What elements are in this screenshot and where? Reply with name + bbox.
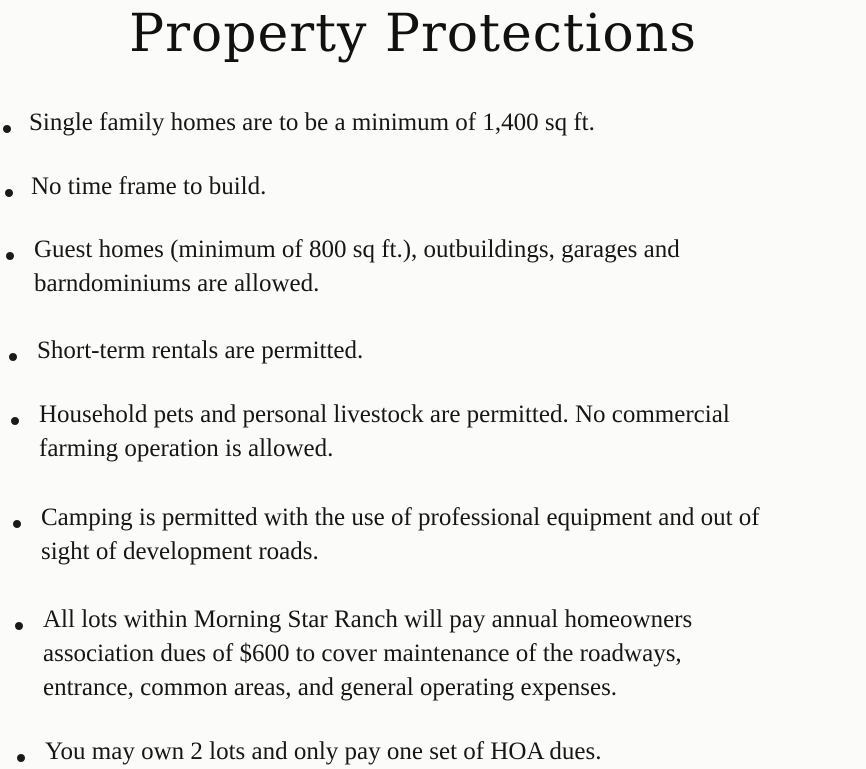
list-item-text: You may own 2 lots and only pay one set of HOA dues. bbox=[45, 738, 602, 765]
list-item-text: Single family homes are to be a minimum of 1,400 sq ft. bbox=[29, 109, 595, 136]
bullet-icon bbox=[6, 252, 14, 260]
bullet-icon bbox=[17, 754, 25, 762]
list-item-text: Short-term rentals are permitted. bbox=[37, 337, 364, 364]
bullet-icon bbox=[13, 520, 21, 528]
bullet-icon bbox=[5, 189, 13, 197]
list-item-text: Household pets and personal livestock are permitted. No commercial farming operation is allowed. bbox=[39, 401, 730, 462]
page-title: Property Protections bbox=[129, 4, 697, 64]
bullet-icon bbox=[3, 125, 11, 133]
bullet-icon bbox=[11, 417, 19, 425]
list-item-text: Camping is permitted with the use of professional equipment and out of sight of development roads. bbox=[41, 504, 760, 565]
bullet-icon bbox=[9, 353, 17, 361]
list-item-text: All lots within Morning Star Ranch will pay annual homeowners association dues of $600 to cover maintenance of the roadways, entrance, common areas, and general operating expenses. bbox=[43, 606, 693, 701]
list-item-text: Guest homes (minimum of 800 sq ft.), outbuildings, garages and barndominiums are allowed. bbox=[34, 236, 680, 297]
list-item-text: No time frame to build. bbox=[31, 173, 267, 200]
bullet-icon bbox=[15, 622, 23, 630]
